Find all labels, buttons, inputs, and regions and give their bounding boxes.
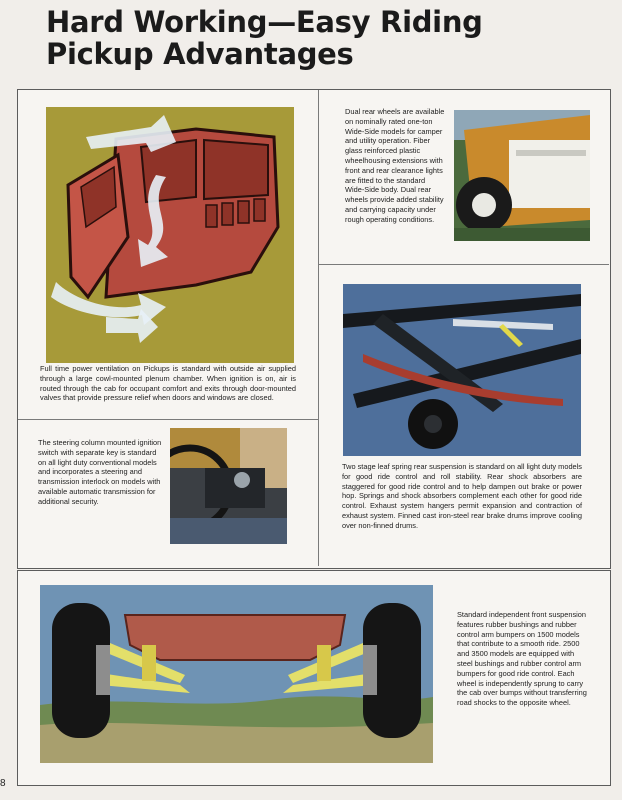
- leaf-spring-text: Two stage leaf spring rear suspension is standard on all light duty models for good ride control and roll stability. Rear shock absorbers are staggered for good ride control and to help dampen out brake or power hop. Springs and shock absorbers complement each other for good ride control. Exhaust system hangers permit expansion and contraction of exhaust system. Finned cast iron-steel rear brake drums improve cooling over non-finned drums.: [342, 462, 582, 530]
- page-title-line-2: Pickup Advantages: [46, 37, 354, 71]
- page-number: 8: [0, 778, 6, 789]
- dual-wheels-text: Dual rear wheels are available on nominally rated one-ton Wide-Side models for camper and utility operation. Fiber glass reinforced plastic wheelhousing extensions with front and rear clearance lights are fitted to the standard Wide-Side body. Dual rear wheels provide added stability and carrying capacity under rough operating conditions.: [345, 107, 445, 224]
- upper-column-divider: [318, 90, 319, 566]
- page-title-line-1: Hard Working—Easy Riding: [46, 5, 483, 39]
- ventilation-text: Full time power ventilation on Pickups is standard with outside air supplied through a large cowl-mounted plenum chamber. When ignition is on, air is routed through the cab for occupant comfort and exits through door-mounted valves that provide pressure relief when doors and windows are closed.: [40, 364, 296, 403]
- front-suspension-illustration: [40, 585, 433, 763]
- steering-column-photo: [170, 428, 287, 544]
- right-column-divider: [319, 264, 609, 265]
- left-column-divider: [18, 419, 318, 420]
- leaf-spring-frame-photo: [343, 284, 581, 456]
- front-suspension-text: Standard independent front suspension features rubber bushings and rubber control arm bumpers on 1500 models that contribute to a smooth ride. 2500 and 3500 models are equipped with steel bushings and rubber control arm bumpers for good ride control. Each wheel is independently sprung to carry the cab over bumps without transferring road shocks to the opposite wheel.: [457, 610, 587, 708]
- page-title: [46, 6, 483, 70]
- cab-ventilation-illustration: [46, 107, 294, 363]
- steering-lock-text: The steering column mounted ignition switch with separate key is standard on all light duty conventional models and incorporates a steering and transmission interlock on models with available automatic transmission for additional security.: [38, 438, 162, 506]
- dual-rear-wheels-photo: [454, 110, 590, 241]
